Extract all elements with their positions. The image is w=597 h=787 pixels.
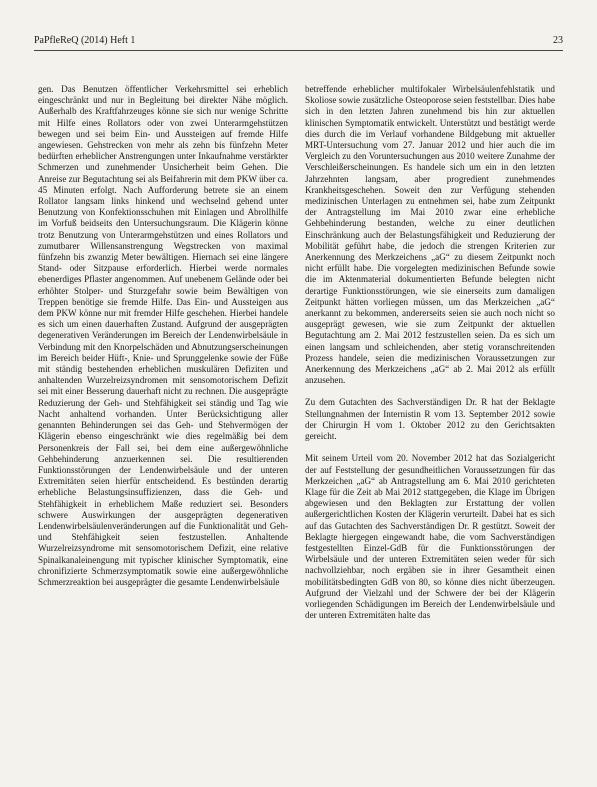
running-header bbox=[34, 34, 563, 48]
journal-title: PaPfleReQ (2014) Heft 1 bbox=[34, 35, 136, 46]
left-column bbox=[38, 84, 288, 588]
paragraph: betreffende erheblicher multifokaler Wirbelsäulenfehlstatik und Skoliose sowie zusätzliche Osteoporose seien feststellbar. Dies habe sich in den letzten Jahren zunehmend bis hin zur aktuellen klinischen Symptomatik entwickelt. Unterstützt und bestätigt werde dies durch die im Verlauf vorhandene Bildgebung mit aktueller MRT-Untersuchung vom 27. Januar 2012 und hier auch die im Vergleich zu den Voruntersuchungen aus 2010 weitere Zunahme der Verschleißerscheinungen. Es handele sich um ein in den letzten Jahrzehnten langsam, aber progredient zunehmendes Krankheitsgeschehen. Soweit den zur Verfügung stehenden medizinischen Unterlagen zu entnehmen sei, habe zum Zeitpunkt der Antragstellung im Mai 2010 zwar eine erhebliche Gehbehinderung bestanden, welche zu einer deutlichen Einschränkung auch der Belastungsfähigkeit und Reduzierung der Mobilität geführt habe, die jedoch die strengen Kriterien zur Anerkennung des Merkzeichens „aG“ zu diesem Zeitpunkt noch nicht erfüllt habe. Die vorgelegten medizinischen Befunde sowie die im Aktenmaterial dokumentierten Befunde belegten nicht derartige Funktionsstörungen, wie sie einerseits zum damaligen Zeitpunkt hätten vorliegen müssen, um das Merkzeichen „aG“ anerkannt zu bekommen, andererseits seien sie auch noch nicht so ausgeprägt gewesen, wie sie zum Zeitpunkt der aktuellen Begutachtung am 2. Mai 2012 festzustellen seien. Da es sich um einen langsam und schleichenden, aber stetig voranschreitenden Prozess handele, seien die medizinischen Voraussetzungen zur Anerkennung des Merkzeichens „aG“ ab 2. Mai 2012 als erfüllt anzusehen. bbox=[305, 84, 555, 386]
paragraph: gen. Das Benutzen öffentlicher Verkehrsmittel sei erheblich eingeschränkt und nur in Begleitung bei direkter Nähe möglich. Außerhalb des Kraftfahrzeuges könne sie sich nur wenige Schritte mit Hilfe eines Rollators oder von zwei Unterarmgehstützen bewegen und sei beim Ein- und Aussteigen auf fremde Hilfe angewiesen. Gehstrecken von mehr als zehn bis fünfzehn Meter bedürften erheblicher Anstrengungen unter Inkaufnahme verstärkter Schmerzen und zunehmender Unsicherheit beim Gehen. Die Anreise zur Begutachtung sei als Beifahrerin mit dem PKW über ca. 45 Minuten erfolgt. Nach Aufforderung betrete sie an einem Rollator langsam links hinkend und wechselnd gehend unter Benutzung von Konfektionsschuhen mit Einlagen und Abrollhilfe im Vorfuß beidseits den Untersuchungsraum. Die Klägerin könne trotz Benutzung von Unterarmgehstützen und eines Rollators und zumutbarer Willensanstrengung Wegstrecken von maximal fünfzehn bis zwanzig Meter bewältigen. Hiernach sei eine längere Stand- oder Sitzpause erforderlich. Hierbei werde normales ebenerdiges Pflaster angenommen. Auf unebenem Gelände oder bei erhöhter Stolper- und Sturzgefahr sowie beim Bewältigen von Treppen benötige sie fremde Hilfe. Das Ein- und Aussteigen aus dem PKW könne nur mit fremder Hilfe geschehen. Hierbei handele es sich um einen dauerhaften Zustand. Aufgrund der ausgeprägten degenerativen Veränderungen im Bereich der Lendenwirbelsäule in Verbindung mit den Knorpelschäden und Abnutzungserscheinungen im Bereich beider Hüft-, Knie- und Sprunggelenke sowie der Füße mit ständig bestehenden erheblichen muskulären Defiziten und anhaltenden Wurzelreizsyndromen mit sensomotorischem Defizit sei mit einer Besserung dauerhaft nicht zu rechnen. Die ausgeprägte Reduzierung der Geh- und Stehfähigkeit sei ständig und Tag wie Nacht anhaltend vorhanden. Unter Berücksichtigung aller genannten Behinderungen sei das Geh- und Stehvermögen der Klägerin ebenso eingeschränkt wie dies regelmäßig bei dem Personenkreis der Fall sei, bei dem eine außergewöhnliche Gehbehinderung anzuerkennen sei. Die resultierenden Funktionsstörungen der Lendenwirbelsäule und der unteren Extremitäten seien hierfür entscheidend. Es bestünden derartig erhebliche Belastungsinsuffizienzen, dass die Geh- und Stehfähigkeit in erheblichem Maße reduziert sei. Besonders schwere Auswirkungen der ausgeprägten degenerativen Lendenwirbelsäulenveränderungen auf die Funktionalität und Geh- und Stehfähigkeit seien festzustellen. Anhaltende Wurzelreizsyndrome mit sensomotorischem Defizit, eine relative Spinalkanaleinengung mit typischer klinischer Symptomatik, eine chronifizierte Schmerzsymptomatik sowie eine außergewöhnliche Schmerzreaktion bei ausgeprägter die gesamte Lendenwirbelsäule bbox=[38, 84, 288, 587]
header-rule bbox=[34, 50, 563, 51]
paragraph: Zu dem Gutachten des Sachverständigen Dr. R hat der Beklagte Stellungnahmen der Internistin R vom 13. September 2012 sowie der Chirurgin H vom 1. Oktober 2012 zu den Gerichtsakten gereicht. bbox=[305, 397, 555, 442]
right-column bbox=[305, 84, 555, 621]
paragraph: Mit seinem Urteil vom 20. November 2012 hat das Sozialgericht der auf Feststellung der gesundheitlichen Voraussetzungen für das Merkzeichen „aG“ ab Antragstellung am 6. Mai 2010 gerichteten Klage für die Zeit ab Mai 2012 stattgegeben, die Klage im Übrigen abgewiesen und den Beklagten zur Erstattung der vollen außergerichtlichen Kosten der Klägerin verurteilt. Dabei hat es sich auf das Gutachten des Sachverständigen Dr. R gestützt. Soweit der Beklagte hiergegen eingewandt habe, die vom Sachverständigen festgestellten Einzel-GdB für die Funktionsstörungen der Wirbelsäule und der unteren Extremitäten seien weder für sich nachvollziehbar, noch ergäben sie in ihrer Gesamtheit einen mobilitätsbedingten GdB von 80, so könne dies nicht überzeugen. Aufgrund der Vielzahl und der Schwere der bei der Klägerin vorliegenden Schädigungen im Bereich der Lendenwirbelsäule und der unteren Extremitäten halte das bbox=[305, 453, 555, 621]
page-number: 23 bbox=[553, 35, 563, 46]
